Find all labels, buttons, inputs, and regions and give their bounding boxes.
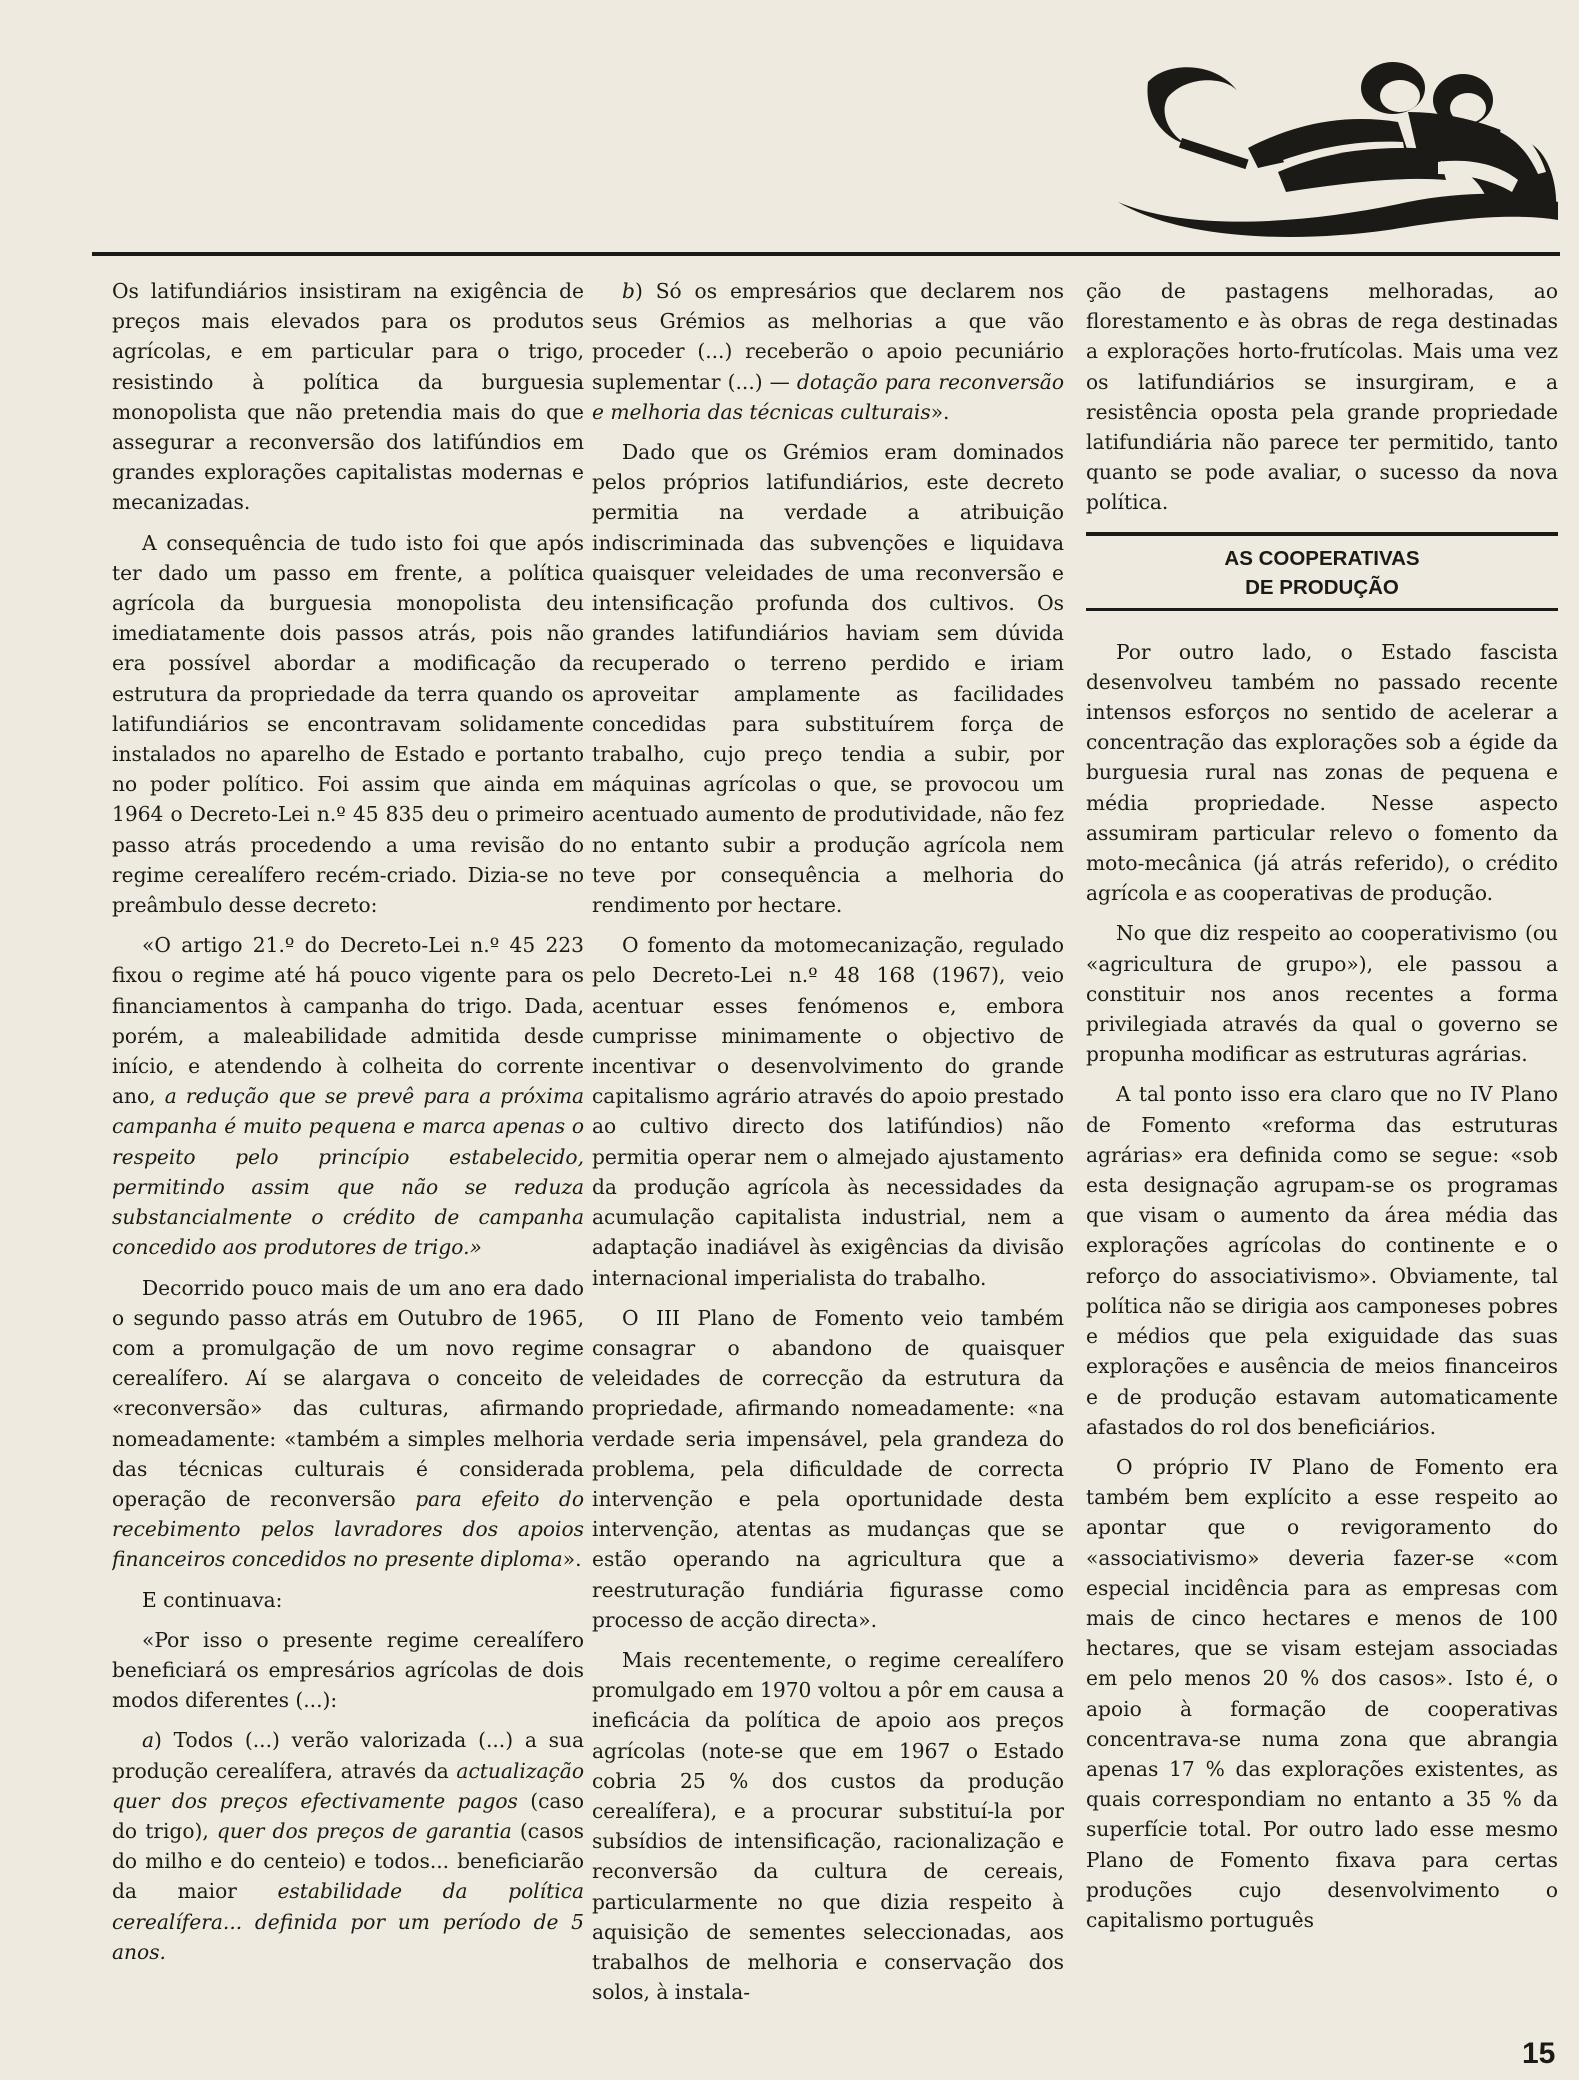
header-rule [92, 252, 1560, 256]
paragraph: Por outro lado, o Estado fascista desenvolveu também no passado recente intensos esforços no sentido de acelerar a concentração das explorações sob a égide da burguesia rural nas zonas de pequena e média propriedade. Nesse aspecto assumiram particular relevo o fomento da moto-mecânica (já atrás referido), o crédito agrícola e as cooperativas de produção. [1086, 639, 1558, 906]
section-heading-line-2: DE PRODUÇÃO [1245, 575, 1399, 599]
column-1 [112, 276, 584, 2016]
paragraph: b) Só os empresários que declarem nos seus Grémios as melhorias a que vão proceder (...) receberão o apoio pecuniário suplementar (...) — dotação para reconversão e melhoria das técnicas culturais». [592, 279, 1064, 424]
paragraph: O próprio IV Plano de Fomento era também bem explícito a esse respeito ao apontar que o revigoramento do «associativismo» deveria fazer-se «com especial incidência para as empresas com mais de cinco hectares e menos de 100 hectares, que se visam estejam associadas em pelo menos 20 % dos casos». Isto é, o apoio à formação de cooperativas concentrava-se numa zona que abrangia apenas 17 % das explorações existentes, as quais correspondiam no entanto a 35 % da superfície total. Por outro lado esse mesmo Plano de Fomento fixava para certas produções cujo desenvolvimento o capitalismo português [1086, 1454, 1558, 1932]
paragraph: A consequência de tudo isto foi que após ter dado um passo em frente, a política agrícola da burguesia monopolista deu imediatamente dois passos atrás, pois não era possível abordar a modificação da estrutura da propriedade da terra quando os latifundiários se encontravam solidamente instalados no aparelho de Estado e portanto no poder político. Foi assim que ainda em 1964 o Decreto-Lei n.º 45 835 deu o primeiro passo atrás procedendo a uma revisão do regime cerealífero recém-criado. Dizia-se no preâmbulo desse decreto: [112, 530, 584, 918]
paragraph: a) Todos (...) verão valorizada (...) a sua produção cerealífera, através da actualização quer dos preços efectivamente pagos (caso do trigo), quer dos preços de garantia (casos do milho e do centeio) e todos... beneficiarão da maior estabilidade da política cerealífera... definida por um período de 5 anos. [112, 1728, 584, 1964]
paragraph: O III Plano de Fomento veio também consagrar o abandono de quaisquer veleidades de correcção da estrutura da propriedade, afirmando nomeadamente: «na verdade seria impensável, pela grandeza do problema, pela dificuldade de correcta intervenção e pela oportunidade desta intervenção, atentas as mudanças que se estão operando na agricultura que a reestruturação fundiária figurasse como processo de acção directa». [592, 1305, 1064, 1632]
column-3 [1086, 276, 1558, 2016]
paragraph: «Por isso o presente regime cerealífero beneficiará os empresários agrícolas de dois modos diferentes (...): [112, 1627, 584, 1713]
paragraph: Decorrido pouco mais de um ano era dado o segundo passo atrás em Outubro de 1965, com a promulgação de um novo regime cerealífero. Aí se alargava o conceito de «reconversão» das culturas, afirmando nomeadamente: «também a simples melhoria das técnicas culturais é considerada operação de reconversão para efeito do recebimento pelos lavradores dos apoios financeiros concedidos no presente diploma». [112, 1275, 584, 1572]
paragraph: A tal ponto isso era claro que no IV Plano de Fomento «reforma das estruturas agrárias» era definida como se segue: «sob esta designação agrupam-se os programas que visam o aumento da área média das explorações agrícolas do continente e o reforço do associativismo». Obviamente, tal política não se dirigia aos camponeses pobres e médios que pela exiguidade das suas explorações e ausência de meios financeiros e de produção estavam automaticamente afastados do rol dos beneficiários. [1086, 1082, 1558, 1439]
paragraph: O fomento da motomecanização, regulado pelo Decreto-Lei n.º 48 168 (1967), veio acentuar esses fenómenos e, embora cumprisse minimamente o objectivo de incentivar o desenvolvimento do grande capitalismo agrário através do apoio prestado ao cultivo directo dos latifúndios) não permitia operar nem o almejado ajustamento da produção agrícola às necessidades da acumulação capitalista industrial, nem a adaptação inadiável às exigências da divisão internacional imperialista do trabalho. [592, 933, 1064, 1290]
paragraph: No que diz respeito ao cooperativismo (ou «agricultura de grupo»), ele passou a constituir nos anos recentes a forma privilegiada através da qual o governo se propunha modificar as estruturas agrárias. [1086, 921, 1558, 1067]
section-heading [1086, 532, 1558, 611]
sickle-and-peasant-figures-icon [1108, 52, 1560, 244]
column-2 [592, 276, 1064, 2016]
section-heading-line-1: AS COOPERATIVAS [1224, 546, 1420, 570]
paragraph: Dado que os Grémios eram dominados pelos próprios latifundiários, este decreto permitia na verdade a atribuição indiscriminada das subvenções e liquidava quaisquer veleidades de uma reconversão e intensificação profunda dos cultivos. Os grandes latifundiários haviam sem dúvida recuperado o terreno perdido e iriam aproveitar amplamente as facilidades concedidas para substituírem força de trabalho, cujo preço tendia a subir, por máquinas agrícolas o que, se provocou um acentuado aumento de produtividade, não fez no entanto subir a produção agrícola nem teve por consequência a melhoria do rendimento por hectare. [592, 440, 1064, 918]
paragraph: E continuava: [142, 1587, 283, 1612]
paragraph: Mais recentemente, o regime cerealífero promulgado em 1970 voltou a pôr em causa a ineficácia da política de apoio aos preços agrícolas (note-se que em 1967 o Estado cobria 25 % dos custos da produção cerealífera), e a procurar substituí-la por subsídios de intensificação, racionalização e reconversão da cultura de cereais, particularmente no que dizia respeito à aquisição de sementes seleccionadas, aos trabalhos de melhoria e conservação dos solos, à instala- [592, 1647, 1064, 2005]
page-number: 15 [1522, 2037, 1556, 2070]
paragraph: ção de pastagens melhoradas, ao florestamento e às obras de rega destinadas a explorações horto-frutícolas. Mais uma vez os latifundiários se insurgiram, e a resistência oposta pela grande propriedade latifundiária não parece ter permitido, tanto quanto se pode avaliar, o sucesso da nova política. [1086, 279, 1558, 515]
paragraph: Os latifundiários insistiram na exigência de preços mais elevados para os produtos agrícolas, e em particular para o trigo, resistindo à política da burguesia monopolista que não pretendia mais do que assegurar a reconversão dos latifúndios em grandes explorações capitalistas modernas e mecanizadas. [112, 279, 584, 515]
paragraph-quote: «O artigo 21.º do Decreto-Lei n.º 45 223 fixou o regime até há pouco vigente para os financiamentos à campanha do trigo. Dada, porém, a maleabilidade admitida desde início, e atendendo à colheita do corrente ano, a redução que se prevê para a próxima campanha é muito pequena e marca apenas o respeito pelo princípio estabelecido, permitindo assim que não se reduza substancialmente o crédito de campanha concedido aos produtores de trigo.» [112, 933, 584, 1260]
